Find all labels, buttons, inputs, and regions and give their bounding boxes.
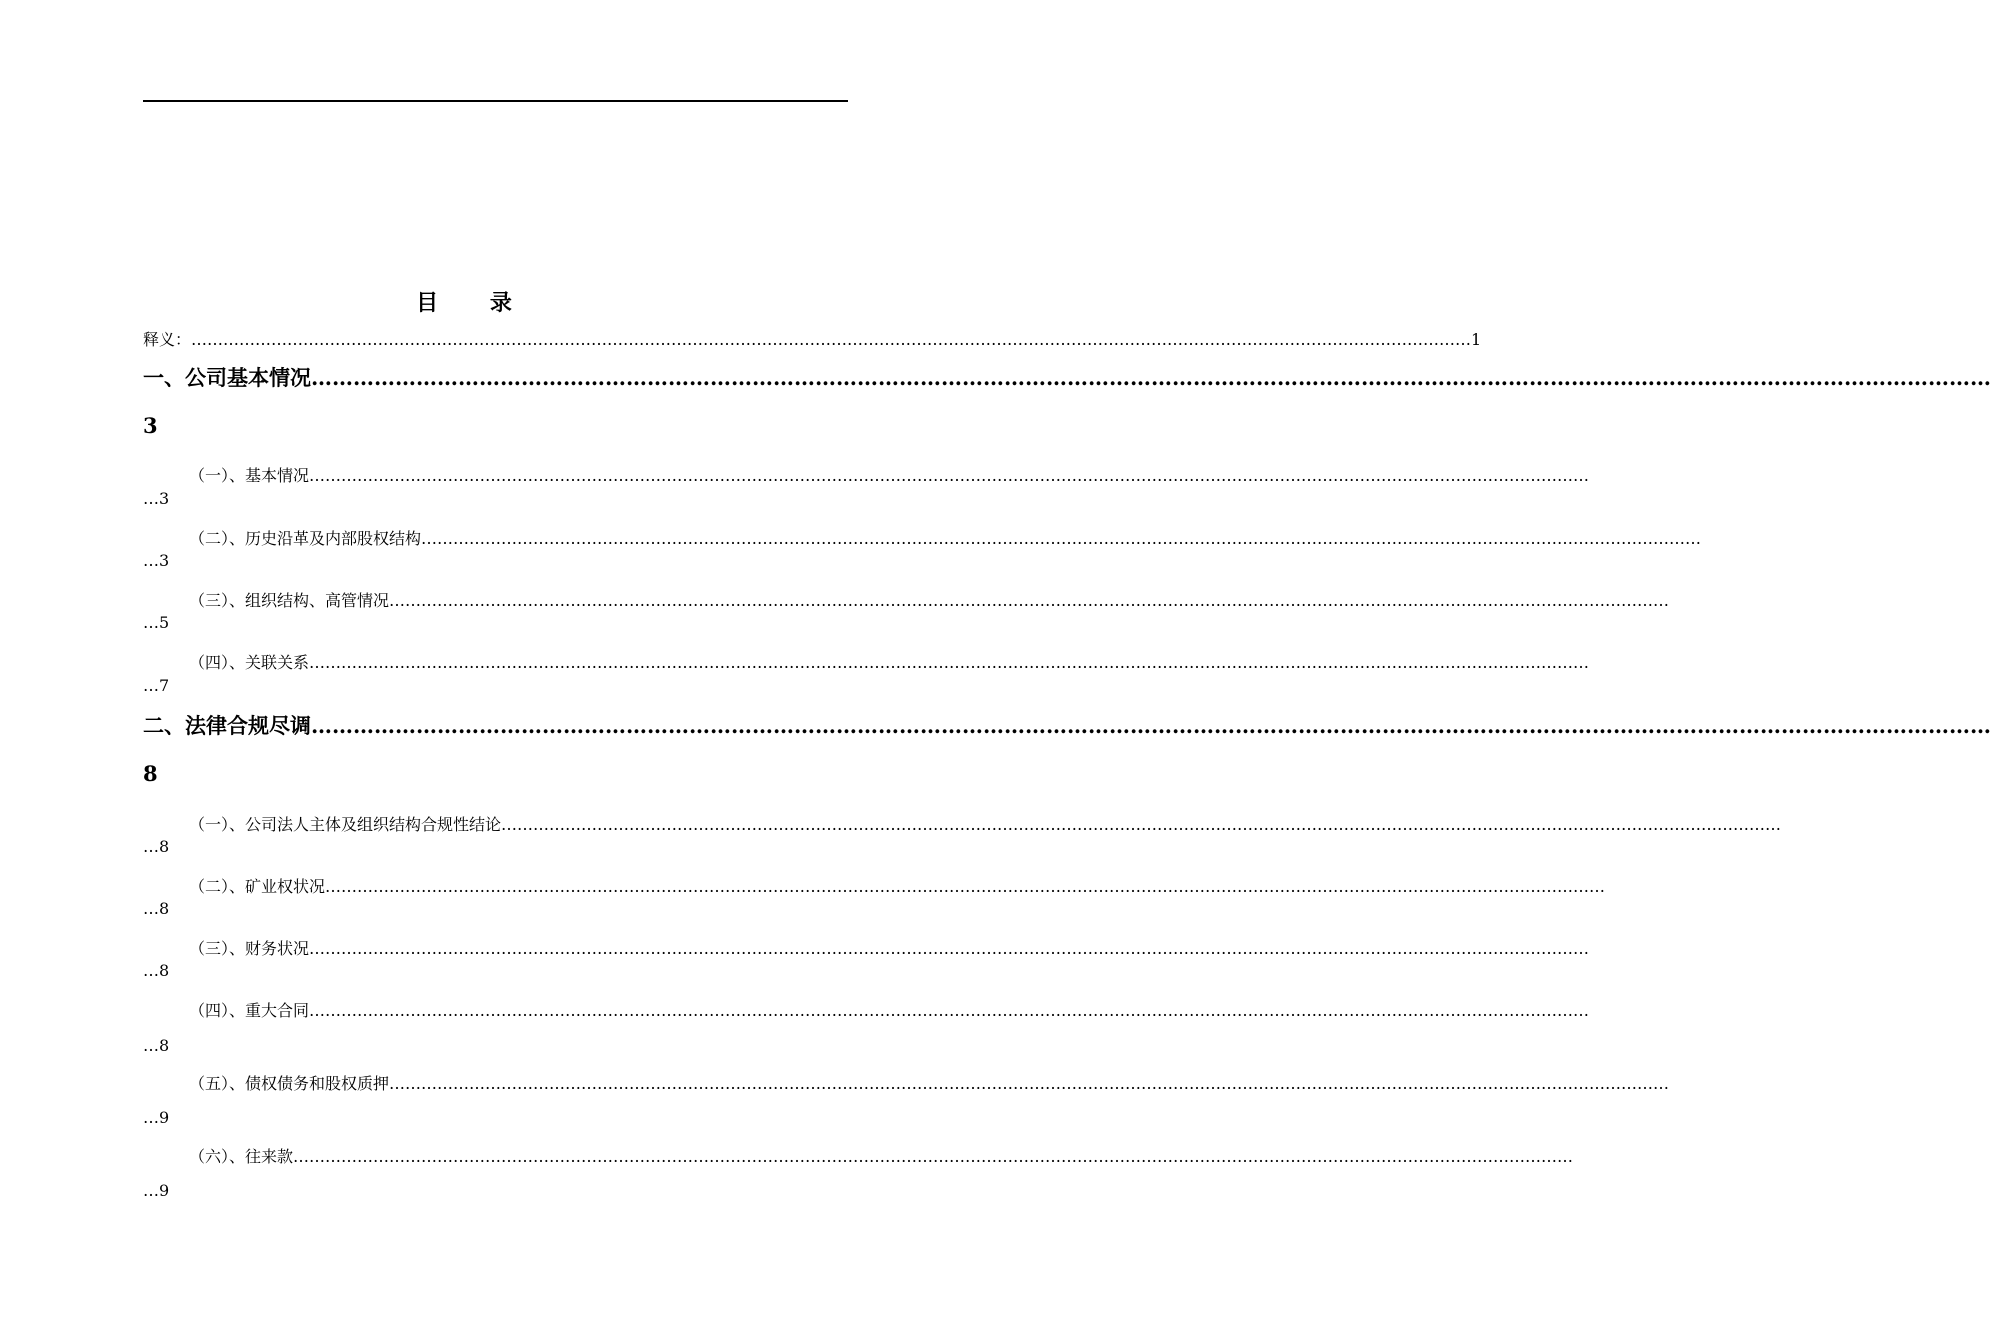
toc-section-label: 二、法律合规尽调 [143,713,311,738]
toc-item-label: （三）、组织结构、高管情况 [189,591,390,610]
toc-item-label: （四）、重大合同 [189,1001,310,1020]
toc-page-number: 1 [1471,330,1482,349]
toc-item-page: …8 [143,1036,170,1055]
toc-item-page: …8 [143,837,170,856]
toc-item[interactable] [143,1144,1574,1167]
toc-leader-dots: …………………………………………………………………………………………………………………………………………………………………………………………………………………… [311,713,1991,738]
toc-leader-dots: …………………………………………………………………………………………………………………………………………………………………………………………………………………… [309,466,1590,485]
toc-leader-dots: …………………………………………………………………………………………………………………………………………………………………………………………………………………… [309,1001,1590,1020]
toc-leader-dots: …………………………………………………………………………………………………………………………………………………………………………………………………………………… [501,815,1782,834]
toc-item-label: （二）、矿业权状况 [189,877,326,896]
toc-section-2[interactable] [143,710,1991,740]
toc-entry-definitions[interactable] [143,327,1482,350]
toc-section-page: 8 [143,761,158,786]
toc-leader-dots: …………………………………………………………………………………………………………………………………………………………………………………………………………………… [309,653,1590,672]
toc-item-page: …8 [143,899,170,918]
toc-leader-dots: …………………………………………………………………………………………………………………………………………………………………………………………………………………… [309,939,1590,958]
toc-item[interactable] [143,463,1590,486]
toc-item-page: …9 [143,1181,170,1200]
toc-item[interactable] [143,936,1590,959]
toc-leader-dots: …………………………………………………………………………………………………………………………………………………………………………………………………………………… [311,365,1991,390]
toc-item[interactable] [143,1071,1670,1094]
toc-item-page: …7 [143,676,170,695]
toc-item-label: （四）、关联关系 [189,653,310,672]
toc-leader-dots: …………………………………………………………………………………………………………………………………………………………………………………………………………………… [421,529,1702,548]
toc-leader-dots: …………………………………………………………………………………………………………………………………………………………………………………………………………………… [389,591,1670,610]
toc-item[interactable] [143,650,1590,673]
toc-leader-dots: …………………………………………………………………………………………………………………………………………………………………………………………………………………… [389,1074,1670,1093]
toc-item-page: …9 [143,1108,170,1127]
toc-leader-dots: …………………………………………………………………………………………………………………………………………………………………………………………………………………… [325,877,1606,896]
toc-item-page: …5 [143,613,170,632]
toc-item[interactable] [143,998,1590,1021]
toc-item-label: （五）、债权债务和股权质押 [189,1074,390,1093]
toc-item-page: …3 [143,489,170,508]
toc-item[interactable] [143,526,1702,549]
toc-item-page: …8 [143,961,170,980]
toc-item-label: （三）、财务状况 [189,939,310,958]
toc-item-label: （六）、往来款 [189,1147,294,1166]
toc-title: 目 录 [416,290,534,316]
toc-entry-label: 释义： [143,330,192,349]
toc-item-label: （一）、基本情况 [189,466,310,485]
toc-item-label: （一）、公司法人主体及组织结构合规性结论 [189,815,502,834]
header-rule [143,100,848,102]
toc-section-1[interactable] [143,362,1991,392]
toc-leader-dots: …………………………………………………………………………………………………………………………………………………………………………………………………………………… [191,330,1472,349]
toc-item[interactable] [143,588,1670,611]
toc-item[interactable] [143,874,1606,897]
toc-section-label: 一、公司基本情况 [143,365,311,390]
toc-item[interactable] [143,812,1782,835]
toc-section-page: 3 [143,413,158,438]
toc-item-page: …3 [143,551,170,570]
toc-leader-dots: …………………………………………………………………………………………………………………………………………………………………………………………………………………… [293,1147,1574,1166]
toc-item-label: （二）、历史沿革及内部股权结构 [189,529,422,548]
